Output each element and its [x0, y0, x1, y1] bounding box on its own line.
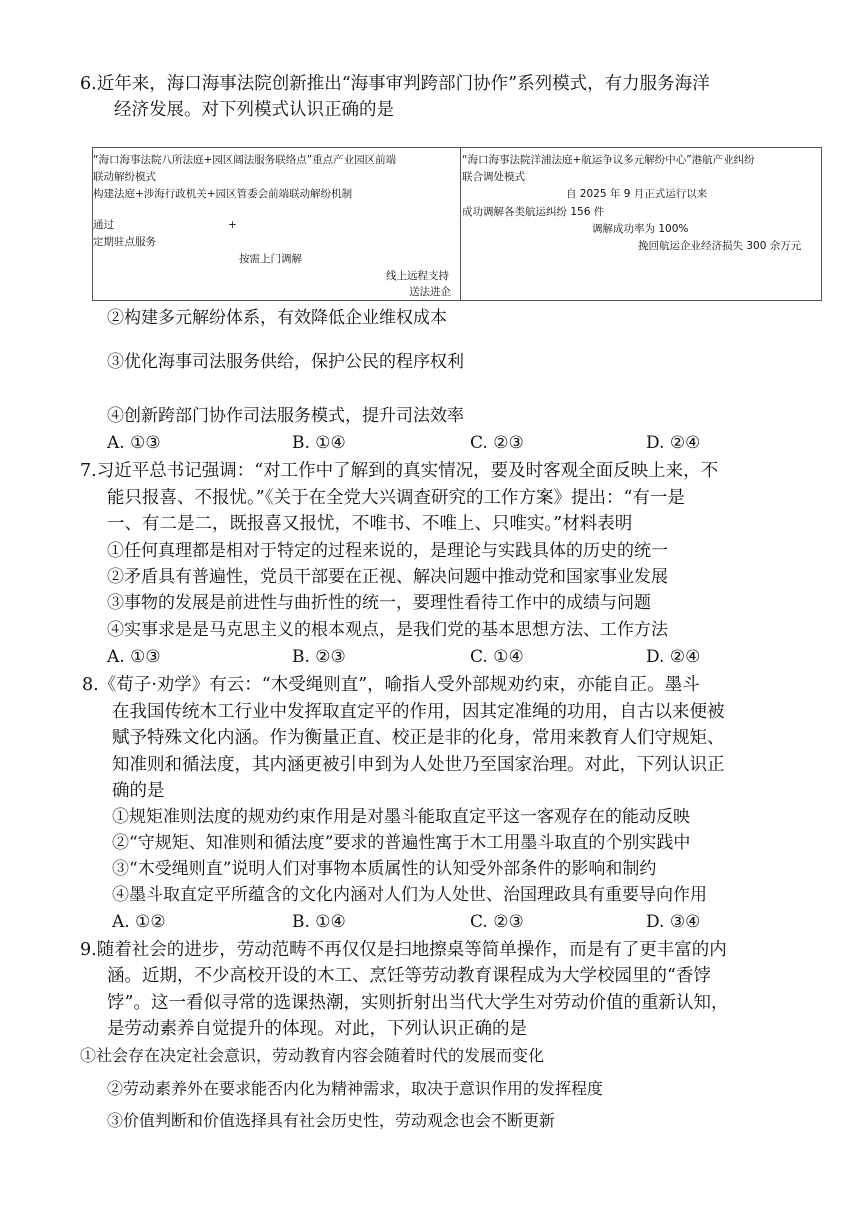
q6-stem-line2: 经济发展。对下列模式认识正确的是 [114, 100, 394, 120]
left-cell-line2: 联动解纷模式 [93, 171, 156, 183]
right-cell-line6: 挽回航运企业经济损失 300 余万元 [638, 240, 802, 252]
q8-stem-line2: 在我国传统木工行业中发挥取直定平的作用，因其定准绳的功用，自古以来便被 [112, 702, 725, 722]
q9-stem-line1: 9.随着社会的进步，劳动范畴不再仅仅是扫地擦桌等简单操作，而是有了更丰富的内 [80, 940, 727, 960]
right-cell-line1: “海口海事法院洋浦法庭+航运争议多元解纷中心”港航产业纠纷 [462, 154, 755, 166]
q7-option-a[interactable]: A. ①③ [107, 647, 161, 667]
q7-item4: ④实事求是是马克思主义的根本观点，是我们党的基本思想方法、工作方法 [107, 620, 668, 640]
q7-option-b[interactable]: B. ②③ [292, 647, 346, 667]
q7-stem-line1: 7.习近平总书记强调：“对工作中了解到的真实情况，要及时客观全面反映上来，不 [80, 461, 719, 481]
q6-item3: ③优化海事司法服务供给，保护公民的程序权利 [107, 352, 464, 372]
q8-option-d[interactable]: D. ③④ [646, 912, 701, 932]
left-cell-line3: 构建法庭+涉海行政机关+园区管委会前端联动解纷机制 [93, 188, 353, 200]
q9-stem-line2: 涵。近期，不少高校开设的木工、烹饪等劳动教育课程成为大学校园里的“香饽 [107, 966, 711, 986]
q8-stem-line5: 确的是 [112, 781, 165, 801]
q8-stem-line3: 赋予特殊文化内涵。作为衡量正直、校正是非的化身，常用来教育人们守规矩、 [112, 728, 725, 748]
q6-stem-line1: 6.近年来，海口海事法院创新推出“海事审判跨部门协作”系列模式，有力服务海洋 [80, 74, 710, 94]
q9-item2: ②劳动素养外在要求能否内化为精神需求，取决于意识作用的发挥程度 [107, 1079, 604, 1098]
q7-stem-line2: 能只报喜、不报忧。”《关于在全党大兴调查研究的工作方案》提出：“有一是 [107, 488, 685, 508]
q8-option-c[interactable]: C. ②③ [470, 912, 524, 932]
q8-option-a[interactable]: A. ①② [112, 912, 166, 932]
table-divider [460, 148, 461, 300]
right-cell-line3: 自 2025 年 9 月正式运行以来 [566, 188, 708, 200]
left-cell-plus: + [228, 219, 237, 231]
q9-item1: ①社会存在决定社会意识，劳动教育内容会随着时代的发展而变化 [80, 1046, 545, 1065]
q8-item2: ②“守规矩、知准则和循法度”要求的普遍性寓于木工用墨斗取直的个别实践中 [112, 833, 691, 853]
left-cell-line6: 按需上门调解 [239, 253, 302, 265]
q6-info-table [92, 147, 822, 301]
q7-option-c[interactable]: C. ①④ [470, 647, 524, 667]
left-cell-line1: “海口海事法院八所法庭+园区阔法服务联络点”重点产业园区前端 [93, 154, 397, 166]
q6-option-a[interactable]: A. ①③ [107, 433, 161, 453]
q7-item3: ③事物的发展是前进性与曲折性的统一，要理性看待工作中的成绩与问题 [107, 593, 651, 613]
left-cell-line5: 定期驻点服务 [93, 236, 156, 248]
q6-item4: ④创新跨部门协作司法服务模式，提升司法效率 [107, 406, 464, 426]
left-cell-line4: 通过 [93, 219, 114, 231]
q8-option-b[interactable]: B. ①④ [292, 912, 346, 932]
q8-item1: ①规矩准则法度的规劝约束作用是对墨斗能取直定平这一客观存在的能动反映 [112, 807, 690, 827]
q7-option-d[interactable]: D. ②④ [646, 647, 701, 667]
q8-item4: ④墨斗取直定平所蕴含的文化内涵对人们为人处世、治国理政具有重要导向作用 [112, 885, 707, 905]
q9-stem-line3: 饽”。这一看似寻常的选课热潮，实则折射出当代大学生对劳动价值的重新认知， [107, 993, 729, 1013]
q8-stem-line4: 知准则和循法度，其内涵更被引申到为人处世乃至国家治理。对此，下列认识正 [112, 755, 725, 775]
right-cell-line5: 调解成功率为 100% [592, 223, 689, 235]
left-cell-line7: 线上远程支持 [386, 270, 449, 282]
q6-option-c[interactable]: C. ②③ [470, 433, 524, 453]
q8-stem-line1: 8.《荀子·劝学》有云：“木受绳则直”，喻指人受外部规劝约束，亦能自正。墨斗 [82, 675, 700, 695]
q9-item3: ③价值判断和价值选择具有社会历史性，劳动观念也会不断更新 [107, 1111, 556, 1130]
q8-item3: ③“木受绳则直”说明人们对事物本质属性的认知受外部条件的影响和制约 [112, 859, 657, 879]
right-cell-line4: 成功调解各类航运纠纷 156 件 [462, 206, 605, 218]
q7-item2: ②矛盾具有普遍性，党员干部要在正视、解决问题中推动党和国家事业发展 [107, 567, 668, 587]
q9-stem-line4: 是劳动素养自觉提升的体现。对此，下列认识正确的是 [107, 1019, 527, 1039]
q7-item1: ①任何真理都是相对于特定的过程来说的，是理论与实践具体的历史的统一 [107, 541, 668, 561]
right-cell-line2: 联合调处模式 [462, 171, 525, 183]
left-cell-line8: 送法进企 [409, 286, 451, 298]
q6-option-b[interactable]: B. ①④ [292, 433, 346, 453]
q7-stem-line3: 一、有二是二，既报喜又报忧，不唯书、不唯上、只唯实。”材料表明 [107, 514, 633, 534]
q6-option-d[interactable]: D. ②④ [646, 433, 701, 453]
q6-item2: ②构建多元解纷体系，有效降低企业维权成本 [107, 308, 447, 328]
